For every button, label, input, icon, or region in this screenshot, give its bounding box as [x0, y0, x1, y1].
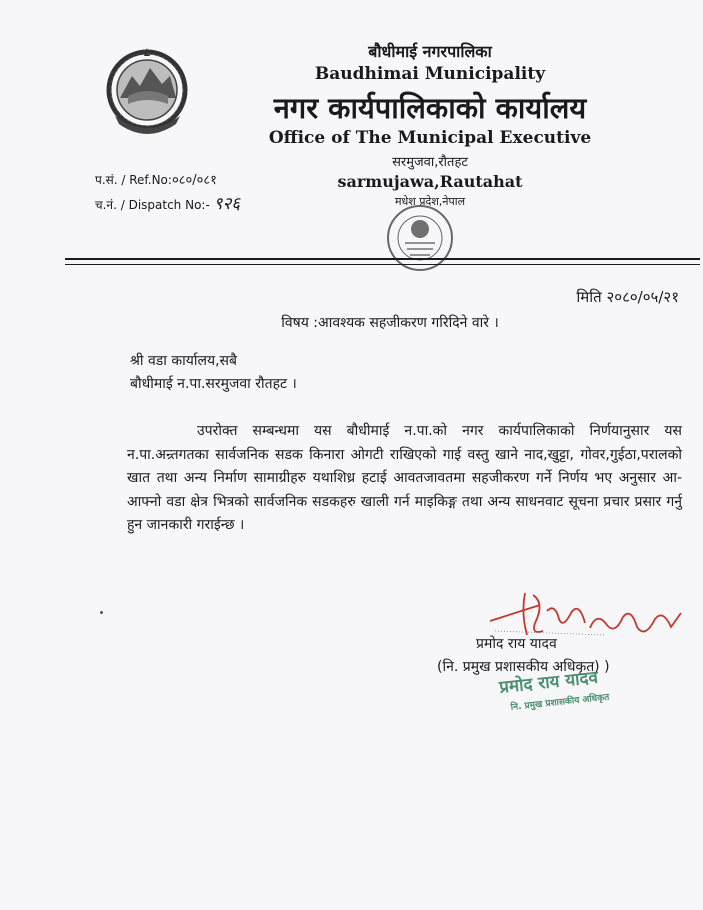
- signatory-name: प्रमोद राय यादव: [476, 636, 557, 652]
- letter-subject: विषय :आवश्यक सहजीकरण गरिदिने वारे ।: [281, 315, 499, 331]
- addressee-line-1: श्री वडा कार्यालय,सबै: [130, 353, 237, 369]
- municipality-name-english: Baudhimai Municipality: [314, 64, 546, 84]
- ref-number: [95, 170, 217, 188]
- signatory-title: (नि. प्रमुख प्रशासकीय अधिकृत) ): [437, 659, 610, 675]
- letter-date: मिति २०८०/०५/२१: [576, 288, 679, 306]
- ref-value: ०८०/०८१: [171, 173, 217, 188]
- place-english: sarmujawa,Rautahat: [337, 172, 523, 191]
- province-nepali: मधेश प्रदेश,नेपाल: [394, 195, 466, 208]
- letterhead-rule-thin: [65, 264, 700, 265]
- addressee-line-2: बौधीमाई न.पा.सरमुजवा रौतहट ।: [130, 376, 297, 392]
- office-name-english: Office of The Municipal Executive: [268, 128, 592, 148]
- place-nepali: सरमुजवा,रौतहट: [392, 155, 468, 170]
- name-stamp-text: प्रमोद राय यादव: [498, 667, 599, 698]
- office-round-stamp: [385, 203, 455, 273]
- dispatch-label: च.नं. / Dispatch No:-: [95, 198, 210, 212]
- dispatch-value: ९२६: [213, 194, 241, 214]
- name-stamp-title: नि. प्रमुख प्रशासकीय अधिकृत: [510, 692, 610, 713]
- letterhead-rule: [65, 258, 700, 260]
- dispatch-number: [95, 191, 240, 214]
- government-emblem: [100, 46, 195, 136]
- ink-speck: [100, 611, 103, 614]
- municipality-name-nepali: बौधीमाई नगरपालिका: [368, 42, 492, 61]
- ref-label: प.सं. / Ref.No:: [95, 173, 172, 187]
- office-name-nepali: नगर कार्यपालिकाको कार्यालय: [273, 91, 587, 125]
- letter-body: उपरोक्त सम्बन्धमा यस बौधीमाई न.पा.को नगर कार्यपालिकाको निर्णयानुसार यस न.पा.अन्र्तगतका सार्वजनिक सडक किनारा ओगटी राखिएको गाई वस्तु खाने नाद,खुट्टा, गोवर,गुईठा,परालको खात तथा अन्य निर्माण सामाग्रीहरु यथाशिध्र हटाई आवतजावतमा सहजीकरण गर्ने निर्णय भए अनुसार आ-आफ्नो वडा क्षेत्र भित्रको सार्वजनिक सडकहरु खाली गर्न माइकिङ्ग तथा अन्य साधनवाट सूचना प्रचार प्रसार गर्नु हुन जानकारी गराईन्छ ।: [127, 423, 682, 533]
